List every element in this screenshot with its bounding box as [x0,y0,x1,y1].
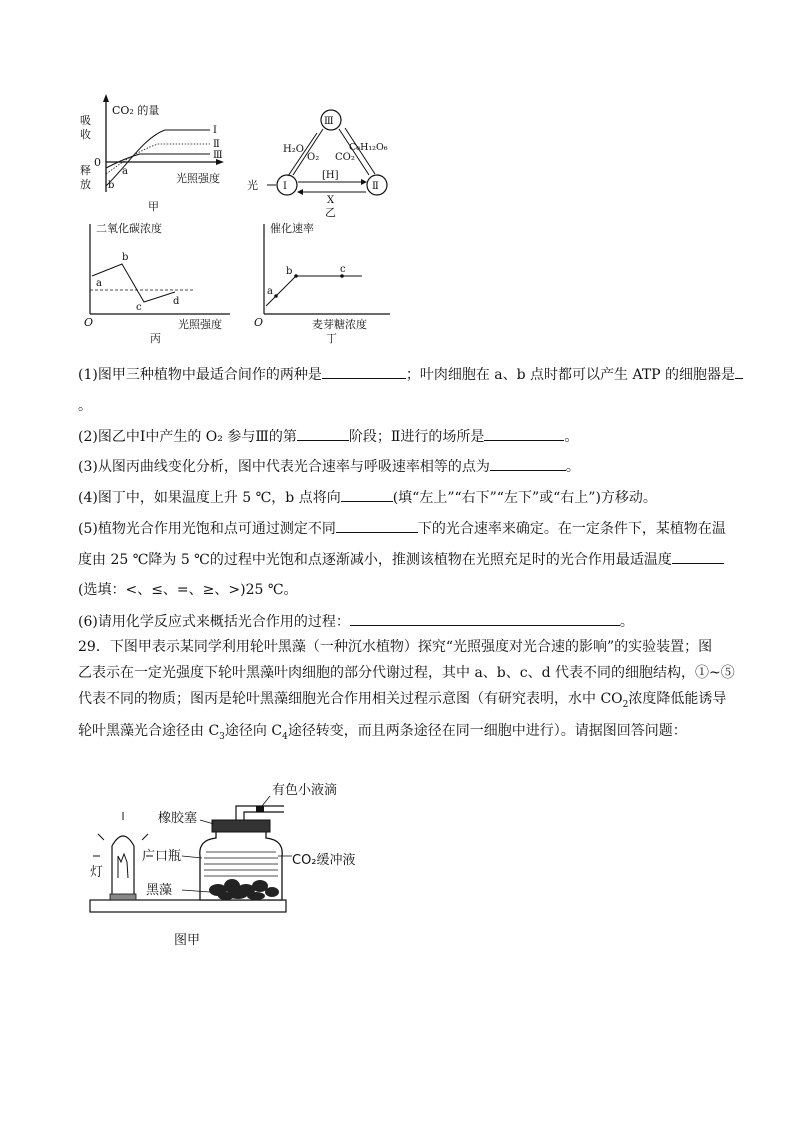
yi-h2o: H₂O [283,144,304,155]
ding-point-c: c [340,264,346,275]
rubber-stopper [212,820,270,832]
ding-caption: 丁 [326,332,337,345]
colored-droplet [256,806,264,812]
question-29-line-1: 29．下图甲表示某同学利用轮叶黑藻（一种沉水植物）探究“光照强度对光合速的影响”的实验装置；图 [78,639,713,655]
question-2-text-a: (2)图乙中Ⅰ中产生的 O₂ 参与Ⅲ的第 [78,429,297,445]
question-2-line [78,426,728,447]
question-5-text-b: 下的光合速率来确定。在一定条件下，某植物在温 [417,521,726,537]
bing-curve [92,264,175,302]
jia-curve-label-3: Ⅲ [213,150,223,161]
bing-point-d: d [173,296,180,307]
droplet-label: 有色小液滴 [272,783,338,798]
jia-curve-label-2: Ⅱ [213,139,220,150]
bing-caption: 丙 [150,332,161,345]
bottle-label: 广口瓶 [142,849,182,864]
answer-blank-1a[interactable] [322,364,406,379]
jia-y-top-label-2: 收 [80,128,91,141]
question-1-text-b: ；叶肉细胞在 a、b 点时都可以产生 ATP 的细胞器是 [405,367,736,383]
question-29 [78,634,735,750]
question-1-end [78,396,728,416]
bing-point-a: a [96,278,102,289]
question-6-text-b: 。 [619,614,634,630]
question-5-text-d: (选填：<、≤、=、≥、>)25 ℃。 [78,582,298,598]
question-29-sub-4: 4 [282,731,288,742]
question-29-sub-3: 3 [219,731,225,742]
yi-node-2-label: Ⅱ [372,181,379,192]
ding-origin: O [254,316,264,329]
answer-blank-4[interactable] [341,487,393,502]
jia-point-b: b [108,180,115,191]
question-5-text-a: (5)植物光合作用光饱和点可通过测定不同 [78,521,336,537]
answer-blank-2a[interactable] [297,426,349,441]
figure-yi [245,100,415,222]
yi-node-3-label: Ⅲ [324,116,334,127]
question-5-line-3 [78,580,728,600]
answer-blank-1b[interactable] [735,364,743,379]
yi-light: 光 [247,179,258,192]
buffer-label-text: CO₂缓冲液 [292,853,356,868]
ding-curve [266,276,362,306]
buffer-label-box [292,849,356,868]
yi-h: [H] [322,170,339,181]
question-1-text-c: 。 [78,398,92,414]
yi-glucose: C₆H₁₂O₆ [349,142,388,153]
apparatus-base [90,900,286,912]
question-29-line-3a: 代表不同的物质；图丙是轮叶黑藻细胞光合作用相关过程示意图（有研究表明，水中 CO [78,691,623,707]
plant-label: 黑藻 [146,883,173,898]
jia-y-top-label-1: 吸 [80,114,91,127]
question-3-text-a: (3)从图丙曲线变化分析，图中代表光合速率与呼吸速率相等的点为 [78,459,490,475]
yi-node-1-label: Ⅰ [283,181,287,192]
question-29-line-2: 乙表示在一定光强度下轮叶黑藻叶肉细胞的部分代谢过程，其中 a、b、c、d 代表不同的细胞结构，①~⑤ [78,665,735,681]
yi-node-1 [277,175,297,195]
question-5-line-2 [78,549,728,570]
answer-blank-2b[interactable] [484,426,564,441]
answer-blank-6[interactable] [350,611,620,626]
figure-jia [70,92,245,214]
jia-y-bottom-label-2: 放 [80,178,91,191]
jia-y-bottom-label-1: 释 [80,164,91,177]
figure-ding [250,214,400,346]
question-2-text-b: 阶段；Ⅱ进行的场所是 [348,429,485,445]
yi-caption: 乙 [325,206,336,219]
question-4-line [78,487,728,508]
answer-blank-5b[interactable] [672,549,724,564]
ding-y-axis-title: 催化速率 [270,222,314,235]
lamp-bulb-icon [112,836,134,894]
yi-co2: CO₂ [335,152,355,163]
question-6-text-a: (6)请用化学反应式来概括光合作用的过程： [78,614,350,630]
bing-y-axis-title: 二氧化碳浓度 [96,222,162,235]
question-2-text-c: 。 [564,429,579,445]
question-6-line [78,611,728,632]
question-3-text-b: 。 [565,459,580,475]
question-4-text-b: (填“左上”“右下”“左下”或“右上”)方移动。 [392,490,657,506]
bing-point-b: b [122,252,129,263]
figure-bing [70,214,245,346]
jia-caption: 甲 [148,200,159,213]
question-29-sub-2: 2 [622,699,629,710]
question-29-line-3 [78,686,728,718]
jia-zero-label: 0 [94,156,101,169]
lamp-stand [110,894,136,900]
yi-x: X [327,195,335,206]
question-1-line [78,364,736,385]
question-3-line [78,456,728,477]
yi-o2: O₂ [307,152,320,163]
answer-blank-3[interactable] [490,456,566,471]
bing-origin: O [84,316,94,329]
bing-x-axis-title: 光照强度 [178,318,222,331]
question-29-line-4b: 途径向 C [224,722,283,739]
question-5-text-c: 度由 25 ℃降为 5 ℃的过程中光饱和点逐渐减小，推测该植物在光照充足时的光合作用最适温度 [78,552,672,568]
question-1-text-a: (1)图甲三种植物中最适合间作的两种是 [78,367,322,383]
question-29-line-4a: 轮叶黑藻光合途径由 C [78,722,220,739]
answer-blank-5a[interactable] [336,518,418,533]
question-29-line-3b: 浓度降低能诱导 [628,691,727,707]
stopper-label: 橡胶塞 [158,811,198,826]
bing-point-c: c [136,302,142,313]
jia-curve-label-1: Ⅰ [213,125,217,136]
ding-point-b: b [286,266,293,277]
question-5-line-1 [78,518,728,539]
jia-point-a: a [122,166,128,177]
ding-x-axis-title: 麦芽糖浓度 [312,318,367,331]
lamp-label: 灯 [90,865,104,880]
ding-point-a: a [267,286,273,297]
question-4-text-a: (4)图丁中，如果温度上升 5 ℃，b 点将向 [78,490,341,506]
apparatus-caption: 图甲 [174,933,201,948]
question-29-line-4 [78,718,728,750]
question-29-line-4c: 途径转变，而且两条途径在同一细胞中进行）。请据图回答问题： [287,722,687,739]
jia-x-axis-title: 光照强度 [176,172,220,185]
jia-y-axis-title: CO₂ 的量 [112,104,160,117]
